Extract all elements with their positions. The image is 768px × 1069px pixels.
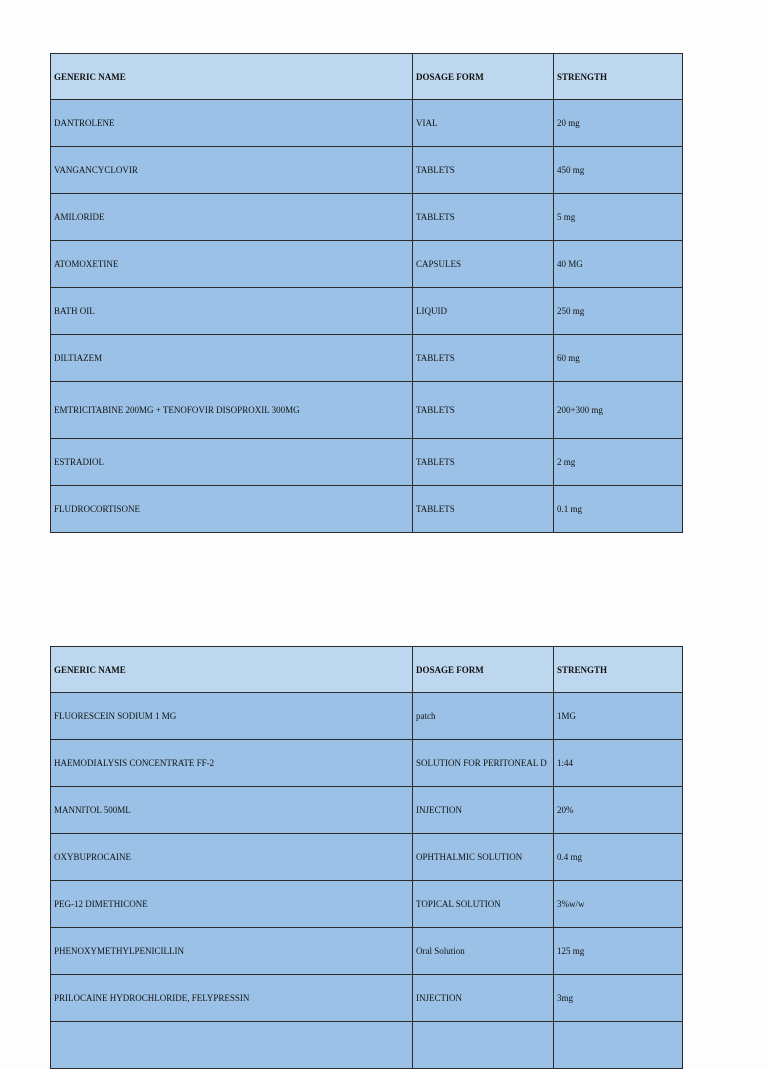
cell-dosage-form: TOPICAL SOLUTION: [413, 881, 554, 928]
cell-strength: 200+300 mg: [554, 382, 683, 439]
cell-generic-name: [51, 1022, 413, 1069]
cell-dosage-form: OPHTHALMIC SOLUTION: [413, 834, 554, 881]
cell-strength: 3%w/w: [554, 881, 683, 928]
table-row: [51, 881, 683, 928]
table-row: [51, 928, 683, 975]
table-row: [51, 1022, 683, 1069]
table-row: [51, 194, 683, 241]
header-strength: STRENGTH: [554, 54, 683, 100]
cell-strength: 60 mg: [554, 335, 683, 382]
table-row: [51, 975, 683, 1022]
cell-generic-name: HAEMODIALYSIS CONCENTRATE FF-2: [51, 740, 413, 787]
drug-table-1: [50, 53, 683, 533]
cell-generic-name: ESTRADIOL: [51, 439, 413, 486]
cell-dosage-form: TABLETS: [413, 486, 554, 533]
cell-strength: 5 mg: [554, 194, 683, 241]
cell-strength: 20 mg: [554, 100, 683, 147]
header-generic-name: GENERIC NAME: [51, 54, 413, 100]
cell-strength: 1MG: [554, 693, 683, 740]
table-row: [51, 693, 683, 740]
cell-strength: 450 mg: [554, 147, 683, 194]
cell-generic-name: VANGANCYCLOVIR: [51, 147, 413, 194]
cell-strength: 3mg: [554, 975, 683, 1022]
table-row: [51, 486, 683, 533]
cell-strength: 1:44: [554, 740, 683, 787]
cell-dosage-form: TABLETS: [413, 147, 554, 194]
cell-strength: 40 MG: [554, 241, 683, 288]
cell-generic-name: PEG-12 DIMETHICONE: [51, 881, 413, 928]
table-row: [51, 787, 683, 834]
cell-strength: 0.1 mg: [554, 486, 683, 533]
cell-dosage-form: INJECTION: [413, 787, 554, 834]
cell-generic-name: EMTRICITABINE 200MG + TENOFOVIR DISOPROXIL 300MG: [51, 382, 413, 439]
cell-generic-name: DILTIAZEM: [51, 335, 413, 382]
header-strength: STRENGTH: [554, 647, 683, 693]
cell-dosage-form: [413, 1022, 554, 1069]
cell-generic-name: FLUORESCEIN SODIUM 1 MG: [51, 693, 413, 740]
header-dosage-form: DOSAGE FORM: [413, 54, 554, 100]
cell-strength: [554, 1022, 683, 1069]
table-row: [51, 147, 683, 194]
cell-generic-name: ATOMOXETINE: [51, 241, 413, 288]
cell-dosage-form: CAPSULES: [413, 241, 554, 288]
cell-generic-name: PRILOCAINE HYDROCHLORIDE, FELYPRESSIN: [51, 975, 413, 1022]
cell-strength: 125 mg: [554, 928, 683, 975]
cell-strength: 20%: [554, 787, 683, 834]
drug-table-2: [50, 646, 683, 1069]
cell-dosage-form: TABLETS: [413, 335, 554, 382]
cell-dosage-form: TABLETS: [413, 194, 554, 241]
table-row: [51, 834, 683, 881]
cell-generic-name: OXYBUPROCAINE: [51, 834, 413, 881]
cell-strength: 250 mg: [554, 288, 683, 335]
table-row: [51, 100, 683, 147]
header-generic-name: GENERIC NAME: [51, 647, 413, 693]
table-row: [51, 335, 683, 382]
table-header-row: [51, 54, 683, 100]
cell-generic-name: BATH OIL: [51, 288, 413, 335]
cell-dosage-form: LIQUID: [413, 288, 554, 335]
table-row: [51, 382, 683, 439]
cell-dosage-form: patch: [413, 693, 554, 740]
table-header-row: [51, 647, 683, 693]
cell-generic-name: MANNITOL 500ML: [51, 787, 413, 834]
cell-strength: 2 mg: [554, 439, 683, 486]
cell-generic-name: DANTROLENE: [51, 100, 413, 147]
cell-dosage-form: INJECTION: [413, 975, 554, 1022]
cell-dosage-form: SOLUTION FOR PERITONEAL D: [413, 740, 554, 787]
cell-dosage-form: TABLETS: [413, 439, 554, 486]
cell-strength: 0.4 mg: [554, 834, 683, 881]
table-row: [51, 740, 683, 787]
table-row: [51, 241, 683, 288]
table-row: [51, 288, 683, 335]
cell-dosage-form: TABLETS: [413, 382, 554, 439]
cell-dosage-form: VIAL: [413, 100, 554, 147]
cell-dosage-form: Oral Solution: [413, 928, 554, 975]
cell-generic-name: AMILORIDE: [51, 194, 413, 241]
table-row: [51, 439, 683, 486]
cell-generic-name: FLUDROCORTISONE: [51, 486, 413, 533]
header-dosage-form: DOSAGE FORM: [413, 647, 554, 693]
cell-generic-name: PHENOXYMETHYLPENICILLIN: [51, 928, 413, 975]
